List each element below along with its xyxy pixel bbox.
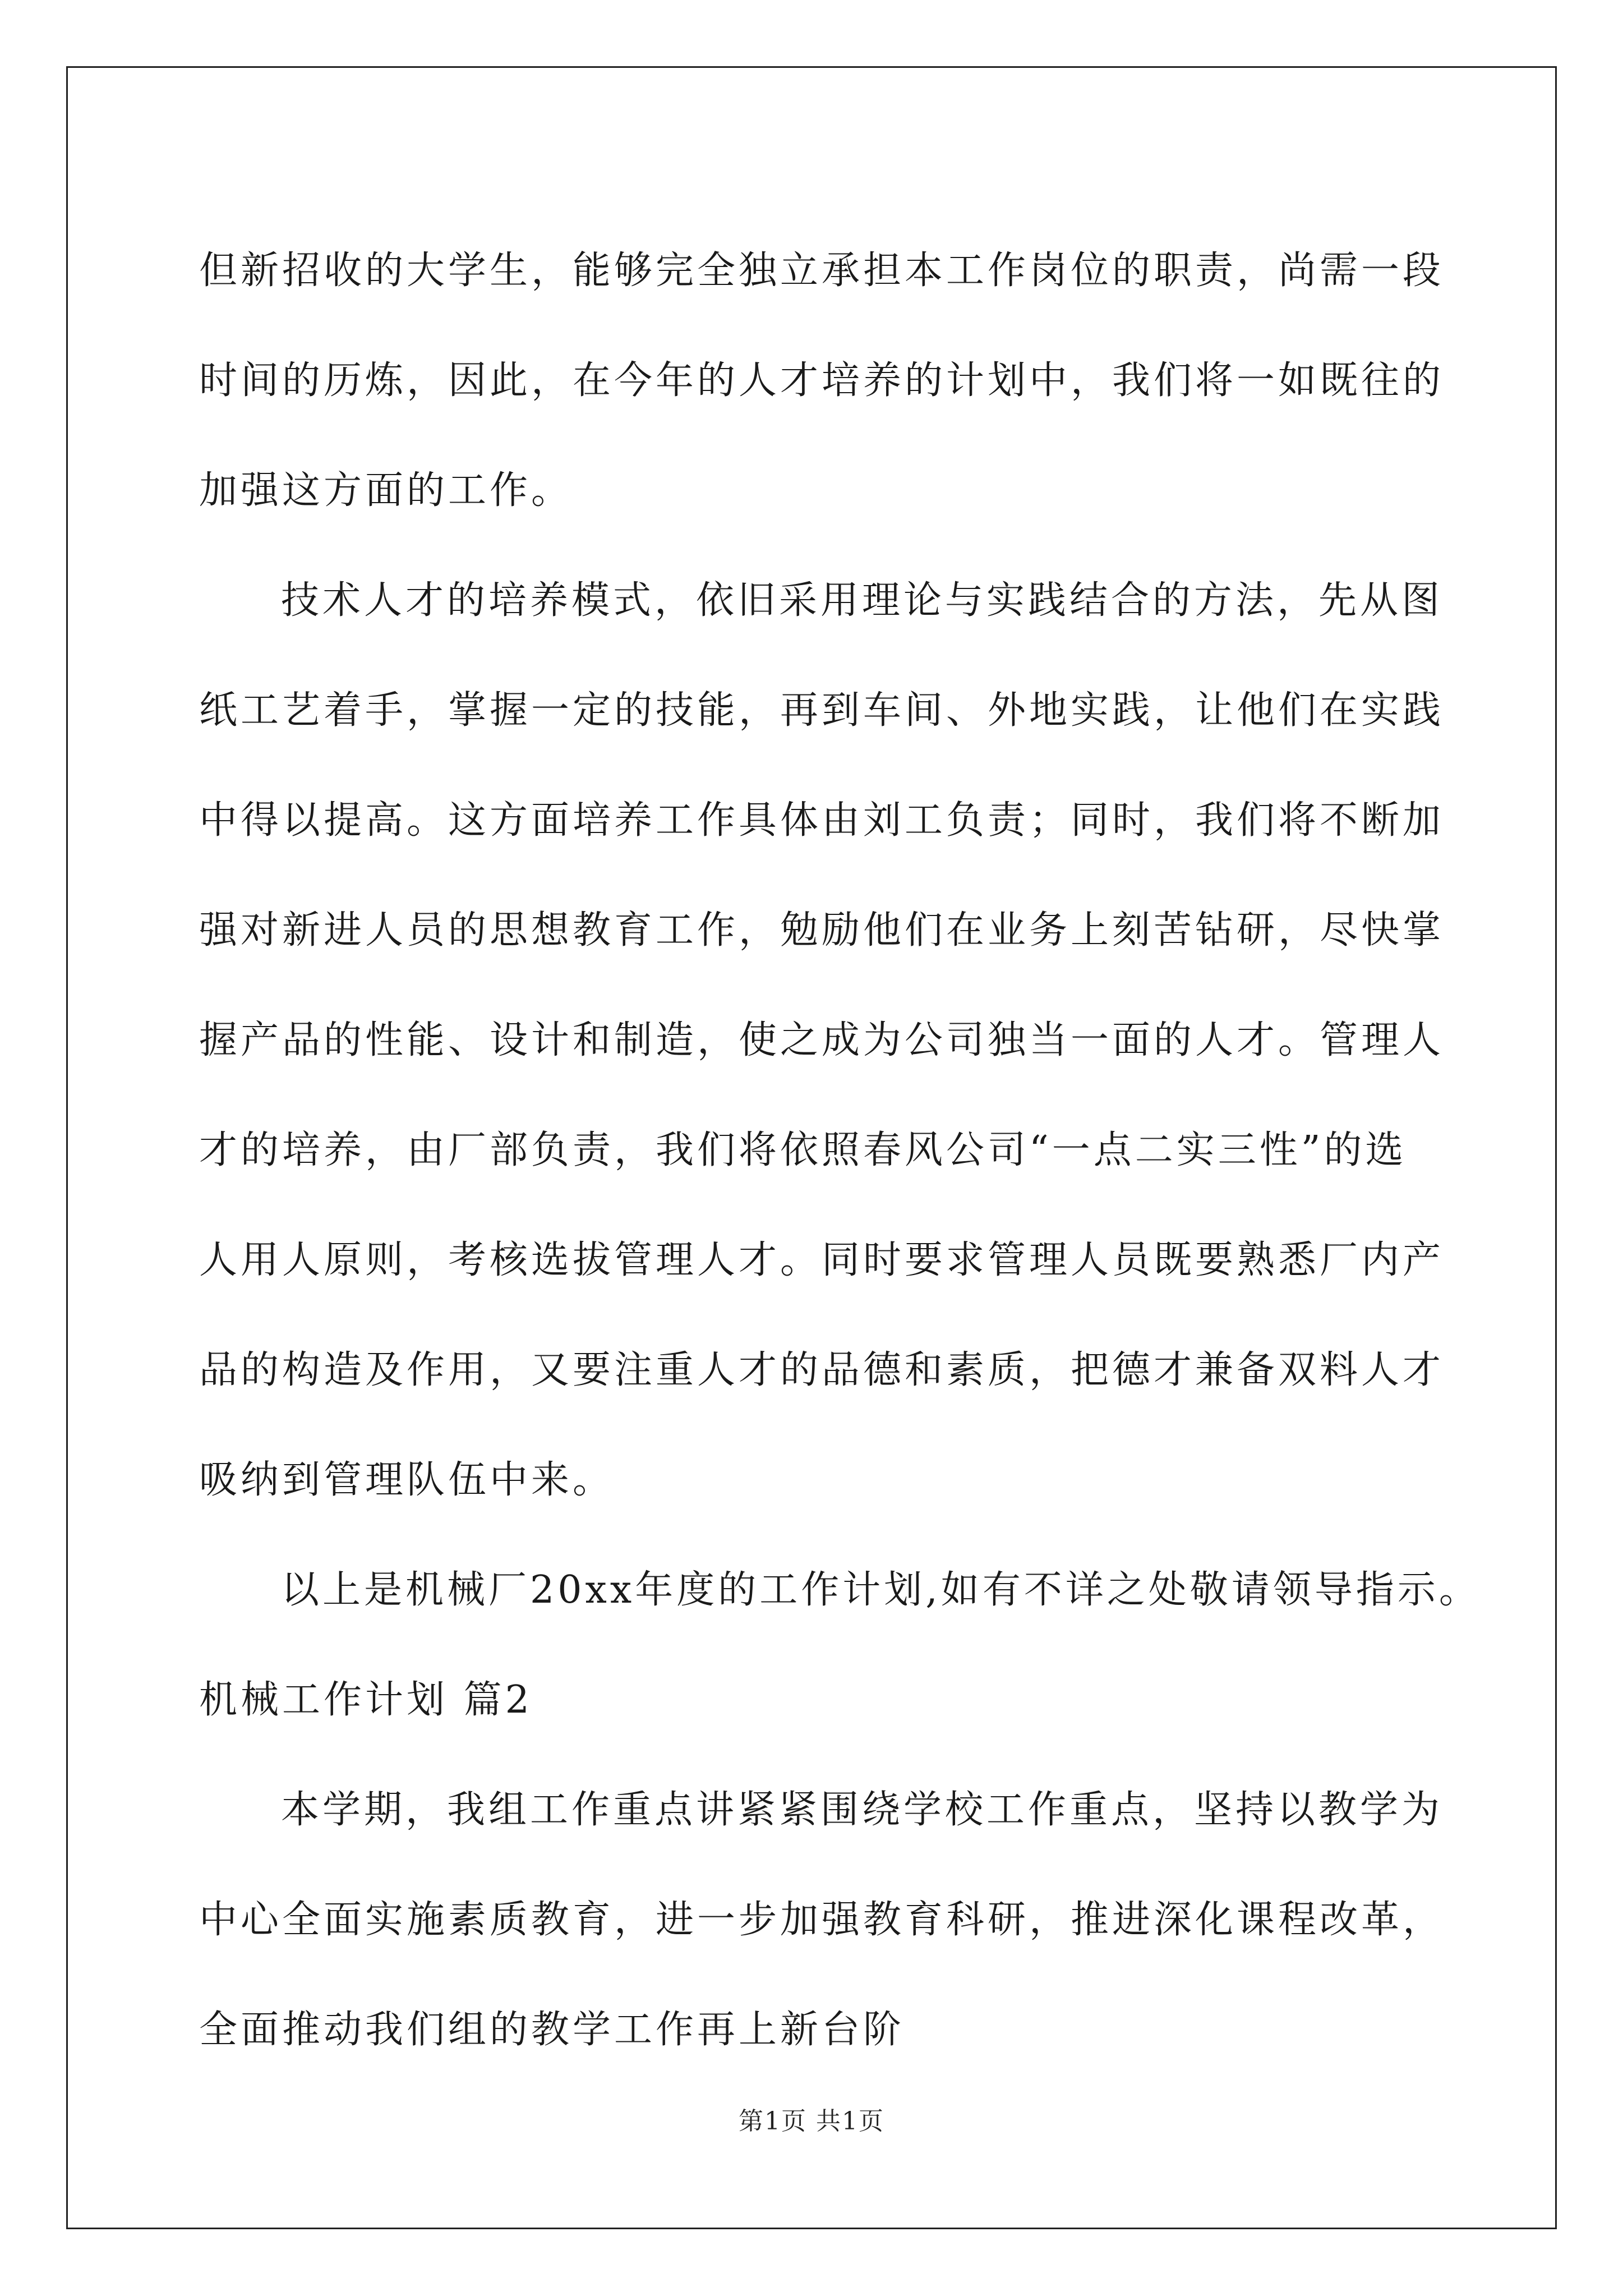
text-line: 人用人原则，考核选拔管理人才。同时要求管理人员既要熟悉厂内产 (199, 1238, 1445, 1282)
text-line: 品的构造及作用，又要注重人才的品德和素质，把德才兼备双料人才 (199, 1348, 1445, 1392)
text-line: 全面推动我们组的教学工作再上新台阶 (199, 2008, 905, 2052)
text-line: 纸工艺着手，掌握一定的技能，再到车间、外地实践，让他们在实践 (199, 688, 1445, 733)
text-line: 加强这方面的工作。 (199, 468, 573, 513)
text-line: 中得以提高。这方面培养工作具体由刘工负责；同时，我们将不断加 (199, 798, 1445, 843)
text-line: 中心全面实施素质教育，进一步加强教育科研，推进深化课程改革， (199, 1898, 1445, 1942)
text-line: 强对新进人员的思想教育工作，勉励他们在业务上刻苦钻研，尽快掌 (199, 908, 1445, 953)
paragraph-start-line: 技术人才的培养模式，依旧采用理论与实践结合的方法，先从图 (281, 578, 1444, 623)
paragraph-start-line: 本学期，我组工作重点讲紧紧围绕学校工作重点，坚持以教学为 (281, 1788, 1444, 1832)
text-line: 才的培养，由厂部负责，我们将依照春风公司“一点二实三性”的选 (199, 1128, 1407, 1172)
text-line: 吸纳到管理队伍中来。 (199, 1458, 615, 1502)
page-footer: 第1页 共1页 (739, 2107, 884, 2136)
document-body (199, 216, 1481, 2085)
text-line: 握产品的性能、设计和制造，使之成为公司独当一面的人才。管理人 (199, 1018, 1445, 1062)
text-line: 但新招收的大学生，能够完全独立承担本工作岗位的职责，尚需一段 (199, 249, 1445, 293)
paragraph-start-line: 以上是机械厂20xx年度的工作计划,如有不详之处敬请领导指示。 (281, 1568, 1481, 1612)
text-line: 时间的历炼，因此，在今年的人才培养的计划中，我们将一如既往的 (199, 358, 1445, 403)
section-heading: 机械工作计划 篇2 (199, 1678, 533, 1722)
